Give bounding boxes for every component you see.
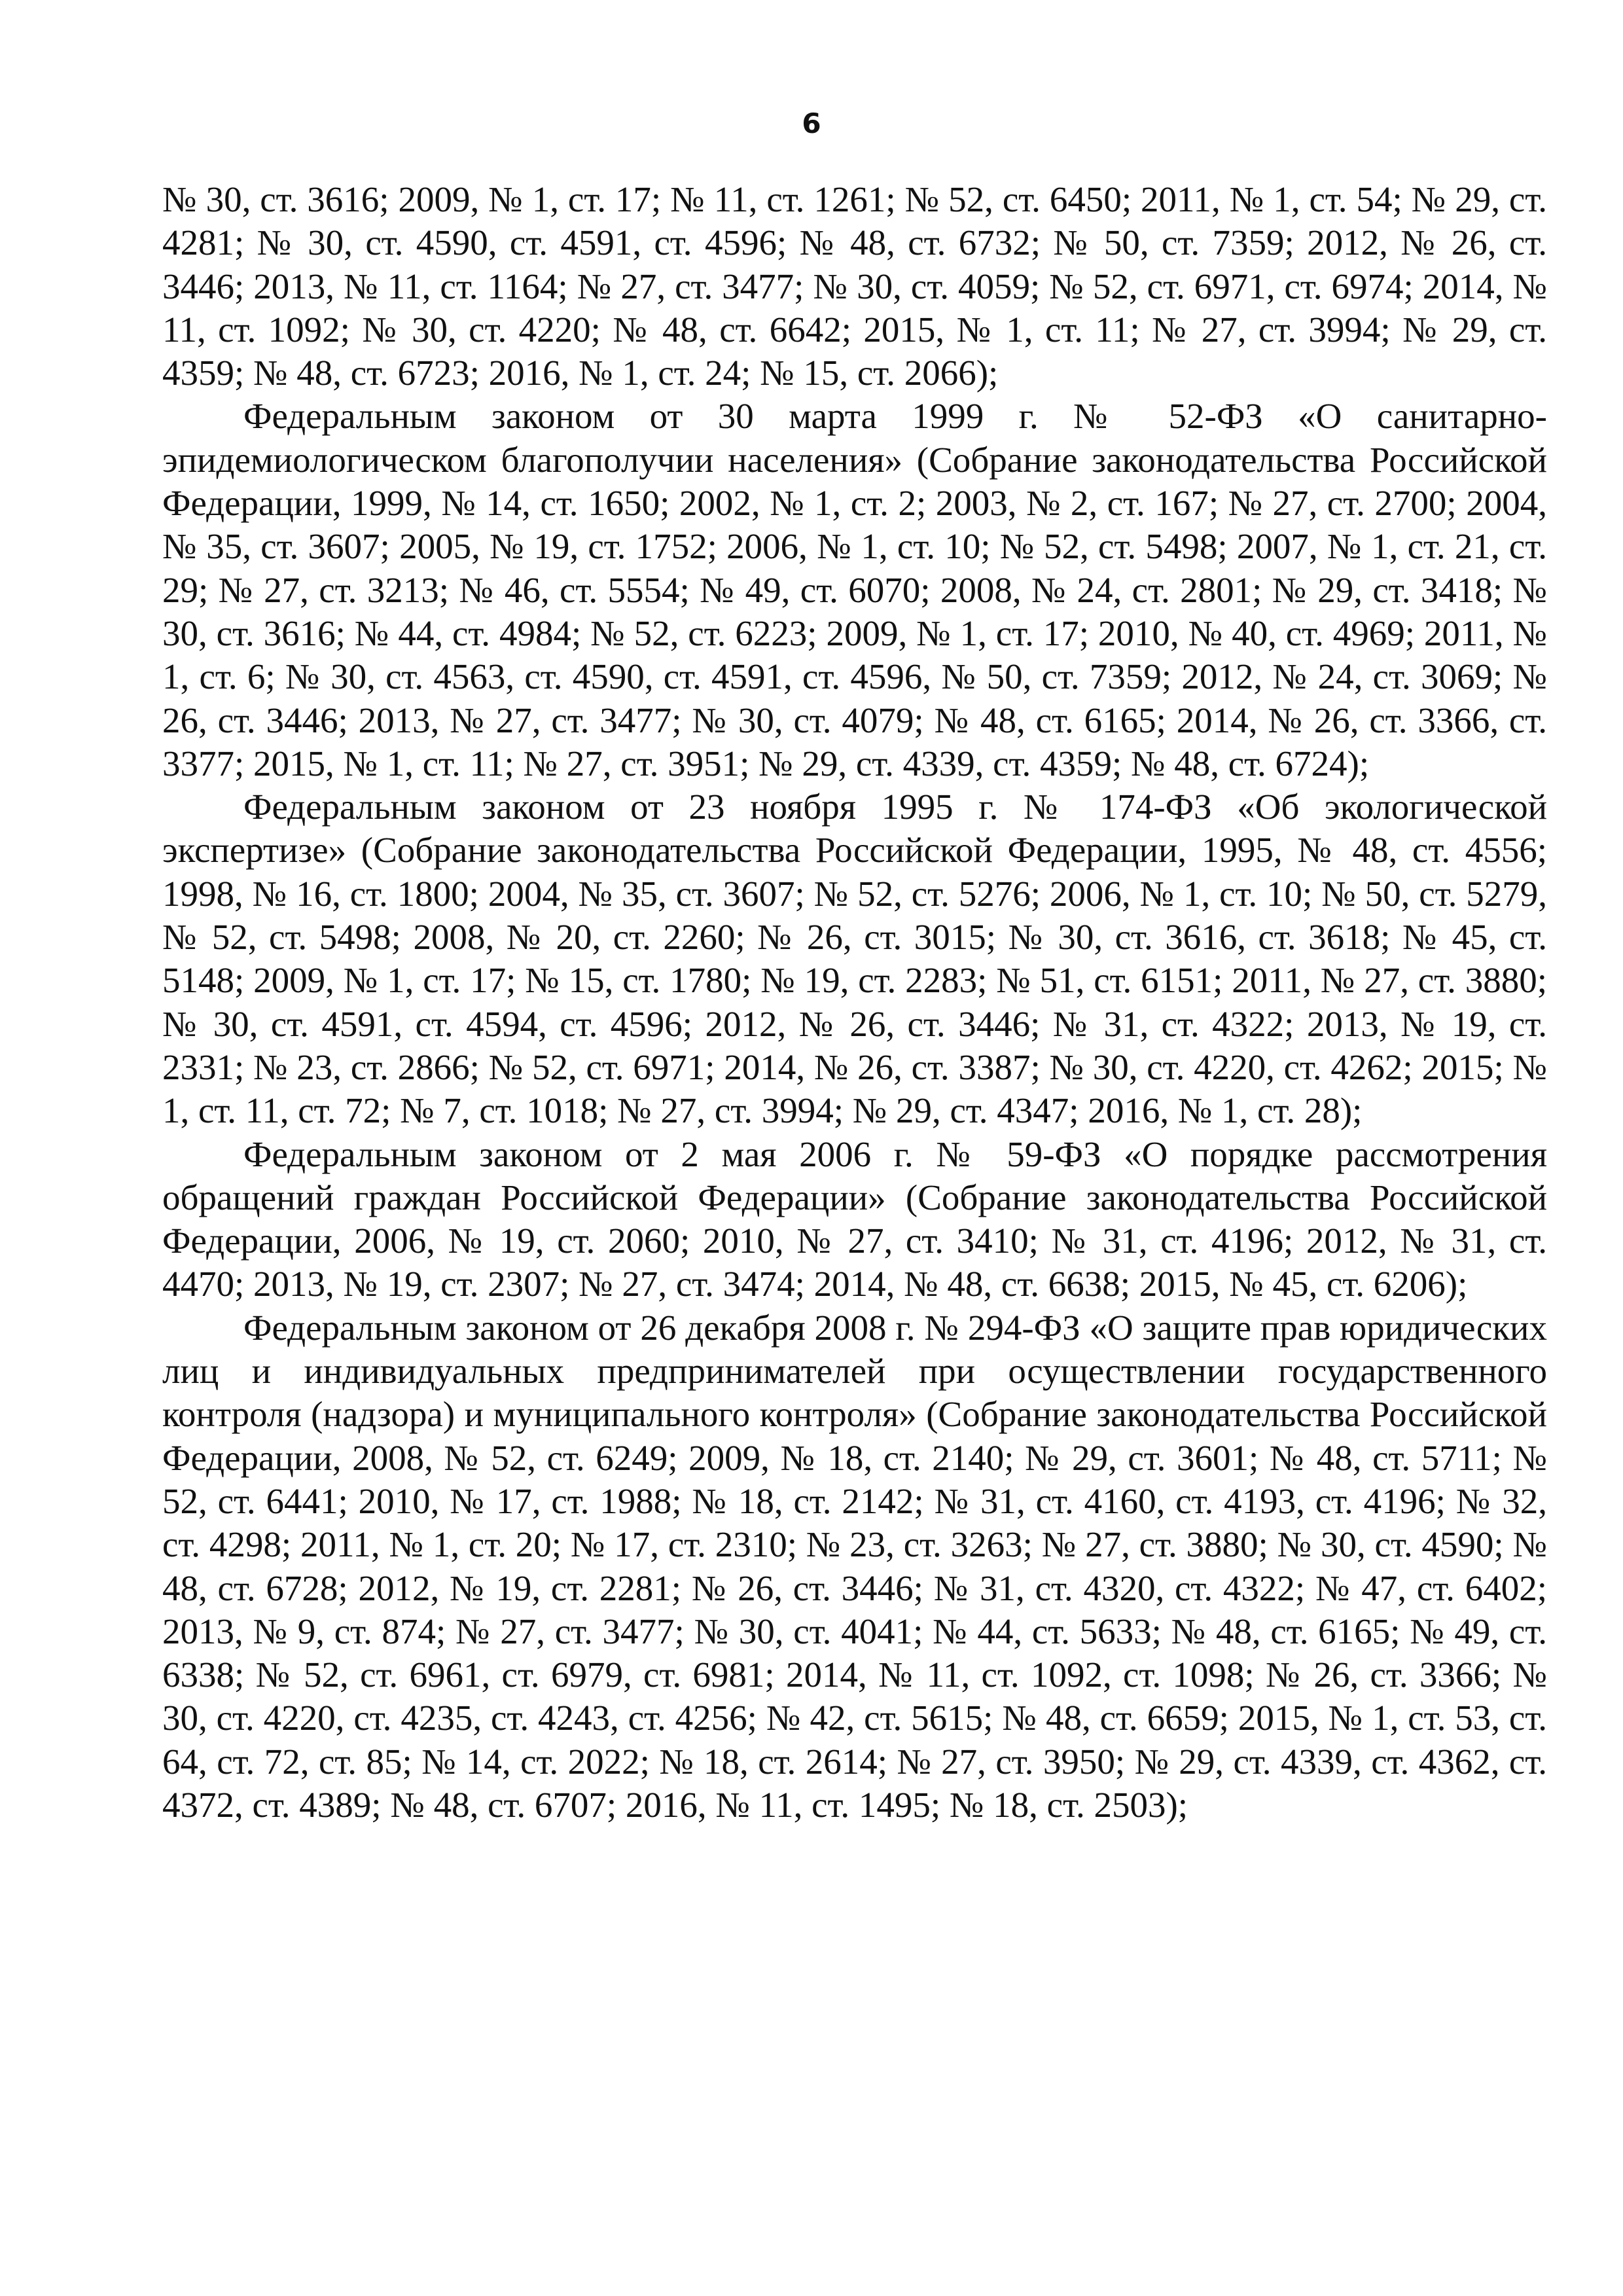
- page-number: 6: [802, 107, 821, 139]
- paragraph-law-59-fz: Федеральным законом от 2 мая 2006 г. № 59-ФЗ «О порядке рассмотрения обращений граждан Российской Федерации» (Собрание законодательства Российской Федерации, 2006, № 19, ст. 2060; 2010, № 27, ст. 3410; № 31, ст. 4196; 2012, № 31, ст. 4470; 2013, № 19, ст. 2307; № 27, ст. 3474; 2014, № 48, ст. 6638; 2015, № 45, ст. 6206);: [162, 1134, 1547, 1304]
- paragraph-continuation: № 30, ст. 3616; 2009, № 1, ст. 17; № 11, ст. 1261; № 52, ст. 6450; 2011, № 1, ст. 54; № 29, ст. 4281; № 30, ст. 4590, ст. 4591, ст. 4596; № 48, ст. 6732; № 50, ст. 7359; 2012, № 26, ст. 3446; 2013, № 11, ст. 1164; № 27, ст. 3477; № 30, ст. 4059; № 52, ст. 6971, ст. 6974; 2014, № 11, ст. 1092; № 30, ст. 4220; № 48, ст. 6642; 2015, № 1, ст. 11; № 27, ст. 3994; № 29, ст. 4359; № 48, ст. 6723; 2016, № 1, ст. 24; № 15, ст. 2066);: [162, 179, 1547, 393]
- paragraph-law-174-fz: Федеральным законом от 23 ноября 1995 г. № 174-ФЗ «Об экологической экспертизе» (Собрание законодательства Российской Федерации, 1995, № 48, ст. 4556; 1998, № 16, ст. 1800; 2004, № 35, ст. 3607; № 52, ст. 5276; 2006, № 1, ст. 10; № 50, ст. 5279, № 52, ст. 5498; 2008, № 20, ст. 2260; № 26, ст. 3015; № 30, ст. 3616, ст. 3618; № 45, ст. 5148; 2009, № 1, ст. 17; № 15, ст. 1780; № 19, ст. 2283; № 51, ст. 6151; 2011, № 27, ст. 3880; № 30, ст. 4591, ст. 4594, ст. 4596; 2012, № 26, ст. 3446; № 31, ст. 4322; 2013, № 19, ст. 2331; № 23, ст. 2866; № 52, ст. 6971; 2014, № 26, ст. 3387; № 30, ст. 4220, ст. 4262; 2015; № 1, ст. 11, ст. 72; № 7, ст. 1018; № 27, ст. 3994; № 29, ст. 4347; 2016, № 1, ст. 28);: [162, 787, 1547, 1131]
- document-body: [162, 178, 1547, 1827]
- paragraph-law-52-fz: Федеральным законом от 30 марта 1999 г. № 52-ФЗ «О санитарно-эпидемиологическом благополучии населения» (Собрание законодательства Российской Федерации, 1999, № 14, ст. 1650; 2002, № 1, ст. 2; 2003, № 2, ст. 167; № 27, ст. 2700; 2004, № 35, ст. 3607; 2005, № 19, ст. 1752; 2006, № 1, ст. 10; № 52, ст. 5498; 2007, № 1, ст. 21, ст. 29; № 27, ст. 3213; № 46, ст. 5554; № 49, ст. 6070; 2008, № 24, ст. 2801; № 29, ст. 3418; № 30, ст. 3616; № 44, ст. 4984; № 52, ст. 6223; 2009, № 1, ст. 17; 2010, № 40, ст. 4969; 2011, № 1, ст. 6; № 30, ст. 4563, ст. 4590, ст. 4591, ст. 4596, № 50, ст. 7359; 2012, № 24, ст. 3069; № 26, ст. 3446; 2013, № 27, ст. 3477; № 30, ст. 4079; № 48, ст. 6165; 2014, № 26, ст. 3366, ст. 3377; 2015, № 1, ст. 11; № 27, ст. 3951; № 29, ст. 4339, ст. 4359; № 48, ст. 6724);: [162, 396, 1547, 783]
- paragraph-law-294-fz: Федеральным законом от 26 декабря 2008 г. № 294-ФЗ «О защите прав юридических лиц и индивидуальных предпринимателей при осуществлении государственного контроля (надзора) и муниципального контроля» (Собрание законодательства Российской Федерации, 2008, № 52, ст. 6249; 2009, № 18, ст. 2140; № 29, ст. 3601; № 48, ст. 5711; № 52, ст. 6441; 2010, № 17, ст. 1988; № 18, ст. 2142; № 31, ст. 4160, ст. 4193, ст. 4196; № 32, ст. 4298; 2011, № 1, ст. 20; № 17, ст. 2310; № 23, ст. 3263; № 27, ст. 3880; № 30, ст. 4590; № 48, ст. 6728; 2012, № 19, ст. 2281; № 26, ст. 3446; № 31, ст. 4320, ст. 4322; № 47, ст. 6402; 2013, № 9, ст. 874; № 27, ст. 3477; № 30, ст. 4041; № 44, ст. 5633; № 48, ст. 6165; № 49, ст. 6338; № 52, ст. 6961, ст. 6979, ст. 6981; 2014, № 11, ст. 1092, ст. 1098; № 26, ст. 3366; № 30, ст. 4220, ст. 4235, ст. 4243, ст. 4256; № 42, ст. 5615; № 48, ст. 6659; 2015, № 1, ст. 53, ст. 64, ст. 72, ст. 85; № 14, ст. 2022; № 18, ст. 2614; № 27, ст. 3950; № 29, ст. 4339, ст. 4362, ст. 4372, ст. 4389; № 48, ст. 6707; 2016, № 11, ст. 1495; № 18, ст. 2503);: [162, 1307, 1547, 1825]
